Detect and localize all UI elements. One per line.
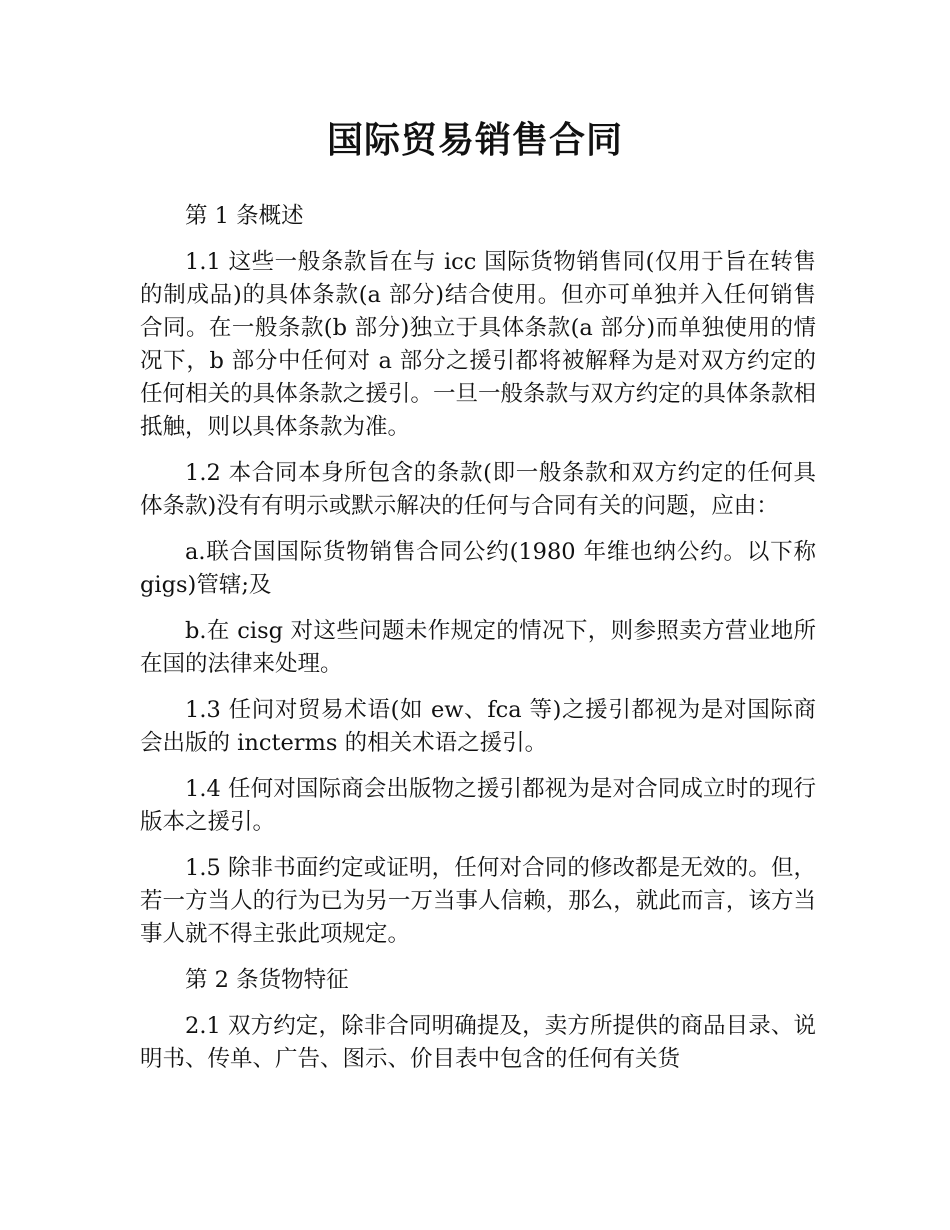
section-heading: 第 1 条概述	[185, 203, 304, 229]
section-heading: 第 2 条货物特征	[185, 967, 349, 993]
paragraph: 1.4 任何对国际商会出版物之援引都视为是对合同成立时的现行版本之援引。	[140, 776, 816, 835]
document-body	[140, 200, 816, 1089]
paragraph: a.联合国国际货物销售合同公约(1980 年维也纳公约。以下称 gigs)管辖;及	[140, 539, 816, 598]
paragraph: 2.1 双方约定，除非合同明确提及，卖方所提供的商品目录、说明书、传单、广告、图示、价目表中包含的任何有关货	[140, 1013, 816, 1072]
paragraph: 1.2 本合同本身所包含的条款(即一般条款和双方约定的任何具体条款)没有有明示或默示解决的任何与合同有关的问题，应由：	[140, 460, 816, 519]
paragraph: 1.1 这些一般条款旨在与 icc 国际货物销售同(仅用于旨在转售的制成品)的具体条款(a 部分)结合使用。但亦可单独并入任何销售合同。在一般条款(b 部分)独立于具体条款(a 部分)而单独使用的情况下，b 部分中任何对 a 部分之援引都将被解释为是对双方约定的任何相关的具体条款之援引。一旦一般条款与双方约定的具体条款相抵触，则以具体条款为准。	[140, 249, 816, 440]
paragraph: b.在 cisg 对这些问题未作规定的情况下，则参照卖方营业地所在国的法律来处理。	[140, 618, 816, 677]
paragraph: 1.5 除非书面约定或证明，任何对合同的修改都是无效的。但，若一方当人的行为已为另一万当事人信赖，那么，就此而言，该方当事人就不得主张此项规定。	[140, 855, 816, 947]
document-title: 国际贸易销售合同	[326, 120, 623, 161]
paragraph: 1.3 任问对贸易术语(如 ew、fca 等)之援引都视为是对国际商会出版的 incterms 的相关术语之援引。	[140, 697, 816, 756]
